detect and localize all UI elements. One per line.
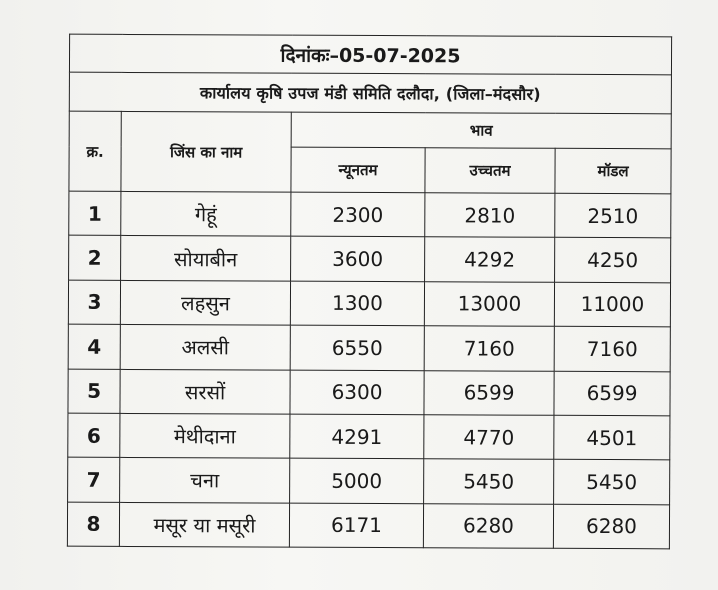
- serial-cell: 8: [67, 502, 119, 547]
- min-price-cell: 6300: [290, 370, 424, 415]
- serial-cell: 4: [68, 324, 120, 369]
- serial-cell: 1: [69, 191, 121, 236]
- commodity-cell: सोयाबीन: [121, 236, 291, 281]
- serial-cell: 7: [68, 457, 120, 502]
- max-price-cell: 2810: [425, 193, 555, 238]
- modal-price-cell: 11000: [554, 282, 670, 327]
- max-price-cell: 4770: [424, 415, 554, 460]
- table-row: [68, 280, 670, 327]
- modal-price-cell: 7160: [554, 326, 670, 371]
- commodity-cell: मसूर या मसूरी: [119, 502, 289, 547]
- commodity-cell: मेथीदाना: [120, 413, 290, 458]
- max-price-cell: 4292: [425, 237, 555, 282]
- commodity-cell: लहसुन: [120, 280, 290, 325]
- serial-cell: 6: [68, 413, 120, 458]
- table-row: [68, 413, 670, 460]
- modal-price-cell: 2510: [555, 193, 671, 238]
- table-row: [69, 191, 671, 238]
- header-min: न्यूनतम: [291, 147, 425, 193]
- mandi-price-table: [67, 34, 672, 550]
- commodity-cell: चना: [120, 458, 290, 503]
- table-row: [68, 457, 670, 504]
- max-price-cell: 6280: [423, 503, 553, 548]
- modal-price-cell: 5450: [554, 460, 670, 505]
- header-modal: मॉडल: [555, 148, 671, 194]
- modal-price-cell: 4501: [554, 415, 670, 460]
- commodity-cell: सरसों: [120, 369, 290, 414]
- header-max: उच्चतम: [425, 148, 555, 194]
- modal-price-cell: 4250: [555, 238, 671, 283]
- modal-price-cell: 6599: [554, 371, 670, 416]
- min-price-cell: 6550: [290, 325, 424, 370]
- min-price-cell: 5000: [290, 458, 424, 503]
- min-price-cell: 1300: [290, 281, 424, 326]
- commodity-cell: गेहूं: [121, 191, 291, 236]
- date-heading: दिनांकः–05-07-2025: [69, 34, 671, 75]
- table-row: [68, 369, 670, 416]
- table-row: [67, 502, 669, 549]
- header-price: भाव: [291, 112, 671, 149]
- header-commodity: जिंस का नाम: [121, 111, 291, 192]
- max-price-cell: 5450: [424, 459, 554, 504]
- office-heading: कार्यालय कृषि उपज मंडी समिति दलौदा, (जिला–मंदसौर): [69, 72, 671, 114]
- min-price-cell: 4291: [290, 414, 424, 459]
- serial-cell: 3: [68, 280, 120, 325]
- min-price-cell: 2300: [291, 192, 425, 237]
- serial-cell: 5: [68, 369, 120, 414]
- table-row: [69, 236, 671, 283]
- max-price-cell: 6599: [424, 370, 554, 415]
- modal-price-cell: 6280: [553, 504, 669, 549]
- min-price-cell: 3600: [291, 237, 425, 282]
- max-price-cell: 13000: [424, 281, 554, 326]
- table-row: [68, 324, 670, 371]
- min-price-cell: 6171: [289, 503, 423, 548]
- serial-cell: 2: [69, 236, 121, 281]
- max-price-cell: 7160: [424, 326, 554, 371]
- commodity-cell: अलसी: [120, 325, 290, 370]
- header-serial: क्र.: [69, 111, 121, 191]
